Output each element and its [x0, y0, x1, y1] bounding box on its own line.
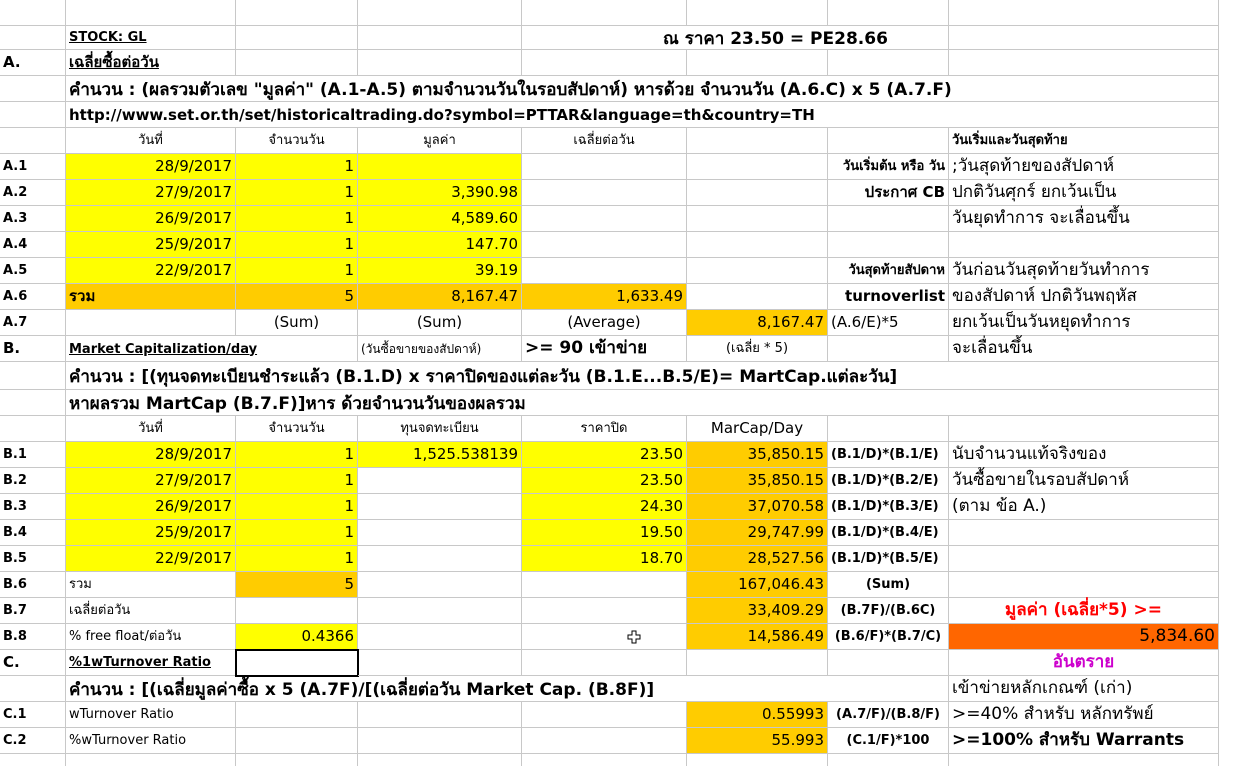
cell[interactable]: [687, 206, 828, 232]
cell[interactable]: [236, 728, 358, 754]
cell[interactable]: [949, 26, 1219, 50]
total-label[interactable]: รวม: [66, 284, 236, 310]
close-price-cell[interactable]: 24.30: [522, 494, 687, 520]
note-g[interactable]: [828, 232, 949, 258]
cell[interactable]: [236, 0, 358, 26]
cell[interactable]: [0, 416, 66, 442]
marcap-cell[interactable]: 28,527.56: [687, 546, 828, 572]
total-value[interactable]: 8,167.47: [358, 284, 522, 310]
value-cell[interactable]: 3,390.98: [358, 180, 522, 206]
cell[interactable]: [687, 180, 828, 206]
average-value[interactable]: 1,633.49: [522, 284, 687, 310]
cell[interactable]: [522, 598, 687, 624]
average-note[interactable]: (Average): [522, 310, 687, 336]
cell[interactable]: [522, 702, 687, 728]
date-cell[interactable]: 28/9/2017: [66, 154, 236, 180]
cell[interactable]: [828, 50, 949, 76]
value-cell[interactable]: 147.70: [358, 232, 522, 258]
cell[interactable]: [828, 0, 949, 26]
formula-note[interactable]: (Sum): [828, 572, 949, 598]
cell[interactable]: [236, 50, 358, 76]
row-id[interactable]: A.4: [0, 232, 66, 258]
date-cell[interactable]: 27/9/2017: [66, 180, 236, 206]
note-h[interactable]: ยกเว้นเป็นวันหยุดทำการ: [949, 310, 1219, 336]
cell[interactable]: [828, 650, 949, 676]
formula-note[interactable]: (C.1/F)*100: [828, 728, 949, 754]
cell[interactable]: [949, 416, 1219, 442]
cell[interactable]: [687, 128, 828, 154]
cell[interactable]: [949, 0, 1219, 26]
total-days[interactable]: 5: [236, 572, 358, 598]
note-g[interactable]: [828, 206, 949, 232]
note-h[interactable]: นับจำนวนแท้จริงของ: [949, 442, 1219, 468]
header-date[interactable]: วันที่: [66, 128, 236, 154]
cell[interactable]: [66, 0, 236, 26]
cell[interactable]: [236, 26, 358, 50]
section-b-heading: Market Capitalization/day: [69, 341, 258, 357]
days-cell[interactable]: 1: [236, 206, 358, 232]
date-cell[interactable]: 26/9/2017: [66, 494, 236, 520]
capital-cell[interactable]: 1,525.538139: [358, 442, 522, 468]
note-h[interactable]: ปกติวันศุกร์ ยกเว้นเป็น: [949, 180, 1219, 206]
note-g[interactable]: วันสุดท้ายสัปดาห: [828, 258, 949, 284]
historical-trading-url[interactable]: http://www.set.or.th/set/historicaltrading.do?symbol=PTTAR&language=th&country=TH: [69, 106, 815, 124]
formula-note[interactable]: (B.7F)/(B.6C): [828, 598, 949, 624]
cell[interactable]: [687, 284, 828, 310]
cell[interactable]: [236, 754, 358, 766]
cell[interactable]: [522, 0, 687, 26]
cell[interactable]: [522, 728, 687, 754]
cell[interactable]: [828, 336, 949, 362]
close-price-cell[interactable]: 18.70: [522, 546, 687, 572]
threshold-value[interactable]: 5,834.60: [949, 624, 1219, 650]
cell[interactable]: [522, 572, 687, 598]
capital-cell[interactable]: [358, 520, 522, 546]
free-float-value[interactable]: 0.4366: [236, 624, 358, 650]
cell[interactable]: [0, 390, 66, 416]
cell[interactable]: [828, 128, 949, 154]
row-id[interactable]: A.2: [0, 180, 66, 206]
capital-cell[interactable]: [358, 546, 522, 572]
section-c-formula: คำนวน : [(เฉลี่ยมูลค่าซื้อ x 5 (A.7F)/[(เฉลี่ยต่อวัน Market Cap. (B.8F)]: [69, 679, 655, 700]
date-cell[interactable]: 25/9/2017: [66, 520, 236, 546]
days-cell[interactable]: 1: [236, 258, 358, 284]
cell[interactable]: [687, 650, 828, 676]
cell[interactable]: [358, 728, 522, 754]
avg-cell[interactable]: [522, 180, 687, 206]
note-h[interactable]: ;วันสุดท้ายของสัปดาห์: [949, 154, 1219, 180]
avg-cell[interactable]: [522, 154, 687, 180]
value-cell[interactable]: 39.19: [358, 258, 522, 284]
header-days[interactable]: จำนวนวัน: [236, 128, 358, 154]
row-id[interactable]: B.1: [0, 442, 66, 468]
cell-cursor-icon: [627, 630, 641, 644]
cell[interactable]: [358, 624, 522, 650]
marcap-cell[interactable]: 29,747.99: [687, 520, 828, 546]
row-id[interactable]: B.3: [0, 494, 66, 520]
section-a-formula: คำนวน : (ผลรวมตัวเลข "มูลค่า" (A.1-A.5) ตามจำนวนวันในรอบสัปดาห์) หารด้วย จำนวนวัน (A.6.C) x 5 (A.7.F): [69, 79, 952, 100]
cell[interactable]: [0, 362, 66, 390]
row-id[interactable]: A.3: [0, 206, 66, 232]
cell[interactable]: [236, 702, 358, 728]
cell[interactable]: [828, 754, 949, 766]
date-cell[interactable]: 25/9/2017: [66, 232, 236, 258]
cell[interactable]: [66, 754, 236, 766]
marcap-cell[interactable]: 37,070.58: [687, 494, 828, 520]
note-h[interactable]: [949, 232, 1219, 258]
cell[interactable]: [687, 754, 828, 766]
avg-cell[interactable]: [522, 232, 687, 258]
row-id[interactable]: B.7: [0, 598, 66, 624]
cell[interactable]: [0, 676, 66, 702]
turnover-ratio-value[interactable]: 0.55993: [687, 702, 828, 728]
cell[interactable]: [236, 598, 358, 624]
total-label[interactable]: รวม: [66, 572, 236, 598]
row-id[interactable]: A.7: [0, 310, 66, 336]
section-b-formula-2: หาผลรวม MartCap (B.7.F)]หาร ด้วยจำนวนวันของผลรวม: [69, 393, 526, 414]
date-cell[interactable]: 22/9/2017: [66, 546, 236, 572]
note-g[interactable]: วันเริ่มต้น หรือ วัน: [828, 154, 949, 180]
row-id[interactable]: C.2: [0, 728, 66, 754]
note-h[interactable]: >=40% สำหรับ หลักทรัพย์: [949, 702, 1219, 728]
header-close-price[interactable]: ราคาปิด: [522, 416, 687, 442]
cell[interactable]: [687, 0, 828, 26]
note-h[interactable]: วันก่อนวันสุดท้ายวันทำการ: [949, 258, 1219, 284]
note-h[interactable]: วันซื้อขายในรอบสัปดาห์: [949, 468, 1219, 494]
turnover-label[interactable]: wTurnover Ratio: [66, 702, 236, 728]
section-c-heading[interactable]: %1wTurnover Ratio: [66, 650, 236, 676]
row-id[interactable]: B.5: [0, 546, 66, 572]
date-cell[interactable]: 26/9/2017: [66, 206, 236, 232]
note-h[interactable]: >=100% สำหรับ Warrants: [949, 728, 1219, 754]
cell[interactable]: [949, 572, 1219, 598]
cell[interactable]: [0, 754, 66, 766]
cell[interactable]: [358, 50, 522, 76]
cell[interactable]: [522, 624, 687, 650]
cell[interactable]: [828, 416, 949, 442]
marcap-cell[interactable]: 35,850.15: [687, 468, 828, 494]
days-cell[interactable]: 1: [236, 232, 358, 258]
days-cell[interactable]: 1: [236, 180, 358, 206]
header-date[interactable]: วันที่: [66, 416, 236, 442]
note-g[interactable]: ประกาศ CB: [828, 180, 949, 206]
danger-label[interactable]: อันตราย: [949, 650, 1219, 676]
sum-note[interactable]: (Sum): [358, 310, 522, 336]
cell[interactable]: [0, 76, 66, 102]
cell[interactable]: [358, 598, 522, 624]
marcap-total[interactable]: 167,046.43: [687, 572, 828, 598]
formula-note[interactable]: (B.1/D)*(B.5/E): [828, 546, 949, 572]
formula-note[interactable]: (B.1/D)*(B.3/E): [828, 494, 949, 520]
row-id[interactable]: B.2: [0, 468, 66, 494]
cell[interactable]: [522, 754, 687, 766]
header-marcap-day[interactable]: MarCap/Day: [687, 416, 828, 442]
section-a-heading[interactable]: เฉลี่ยซื้อต่อวัน: [66, 50, 236, 76]
threshold-note[interactable]: >= 90 เข้าข่าย: [522, 336, 687, 362]
cell[interactable]: [66, 310, 236, 336]
formula-note[interactable]: (B.1/D)*(B.2/E): [828, 468, 949, 494]
note-h[interactable]: วันยุดทำการ จะเลื่อนขึ้น: [949, 206, 1219, 232]
close-price-cell[interactable]: 19.50: [522, 520, 687, 546]
cell[interactable]: [358, 0, 522, 26]
turnoverlist-label[interactable]: turnoverlist: [828, 284, 949, 310]
section-c-letter[interactable]: C.: [0, 650, 66, 676]
cell[interactable]: [522, 650, 687, 676]
avg-cell[interactable]: [522, 206, 687, 232]
formula-note[interactable]: (B.1/D)*(B.4/E): [828, 520, 949, 546]
row-id[interactable]: B.4: [0, 520, 66, 546]
row-id[interactable]: A.1: [0, 154, 66, 180]
section-b-formula-1: คำนวน : [(ทุนจดทะเบียนชำระแล้ว (B.1.D) x ราคาปิดของแต่ละวัน (B.1.E...B.5/E)= MartCap.แต่ละวัน]: [69, 366, 898, 387]
cell[interactable]: [522, 50, 687, 76]
trading-days-note[interactable]: (วันซื้อขายของสัปดาห์): [358, 336, 522, 362]
cell[interactable]: [949, 50, 1219, 76]
note-h[interactable]: ของสัปดาห์ ปกติวันพฤหัส: [949, 284, 1219, 310]
avg-times-five-note[interactable]: (เฉลี่ย * 5): [687, 336, 828, 362]
days-cell[interactable]: 1: [236, 468, 358, 494]
total-days[interactable]: 5: [236, 284, 358, 310]
cell[interactable]: [0, 102, 66, 128]
formula-note[interactable]: (A.6/E)*5: [828, 310, 949, 336]
date-cell[interactable]: 22/9/2017: [66, 258, 236, 284]
capital-cell[interactable]: [358, 468, 522, 494]
date-cell[interactable]: 28/9/2017: [66, 442, 236, 468]
header-start-end-date[interactable]: วันเริ่มและวันสุดท้าย: [949, 128, 1219, 154]
marcap-average[interactable]: 33,409.29: [687, 598, 828, 624]
cell[interactable]: [358, 702, 522, 728]
avg-cell[interactable]: [522, 258, 687, 284]
cell[interactable]: [949, 754, 1219, 766]
capital-cell[interactable]: [358, 494, 522, 520]
cell[interactable]: [0, 128, 66, 154]
cell[interactable]: [358, 26, 522, 50]
cell[interactable]: [687, 232, 828, 258]
cell[interactable]: [358, 572, 522, 598]
avg-per-day-label[interactable]: เฉลี่ยต่อวัน: [66, 598, 236, 624]
days-cell[interactable]: 1: [236, 154, 358, 180]
cell[interactable]: [687, 154, 828, 180]
sum-note[interactable]: (Sum): [236, 310, 358, 336]
note-h[interactable]: จะเลื่อนขึ้น: [949, 336, 1219, 362]
selected-cell[interactable]: [236, 650, 358, 676]
free-float-marcap[interactable]: 14,586.49: [687, 624, 828, 650]
price-pe-title: ณ ราคา 23.50 = PE28.66: [663, 28, 888, 49]
cell[interactable]: [358, 650, 522, 676]
formula-note[interactable]: (A.7/F)/(B.8/F): [828, 702, 949, 728]
turnover-percent-value[interactable]: 55.993: [687, 728, 828, 754]
stock-name[interactable]: STOCK: GL: [66, 26, 236, 50]
cell[interactable]: [687, 50, 828, 76]
note-h[interactable]: (ตาม ข้อ A.): [949, 494, 1219, 520]
formula-note[interactable]: (B.6/F)*(B.7/C): [828, 624, 949, 650]
marcap-cell[interactable]: 35,850.15: [687, 442, 828, 468]
row-id[interactable]: C.1: [0, 702, 66, 728]
days-cell[interactable]: 1: [236, 546, 358, 572]
value-threshold-label[interactable]: มูลค่า (เฉลี่ย*5) >=: [949, 598, 1219, 624]
header-days[interactable]: จำนวนวัน: [236, 416, 358, 442]
header-value[interactable]: มูลค่า: [358, 128, 522, 154]
date-cell[interactable]: 27/9/2017: [66, 468, 236, 494]
note-h[interactable]: เข้าข่ายหลักเกณฑ์ (เก่า): [949, 676, 1219, 702]
cell[interactable]: [687, 258, 828, 284]
cell[interactable]: [0, 0, 66, 26]
header-capital[interactable]: ทุนจดทะเบียน: [358, 416, 522, 442]
days-cell[interactable]: 1: [236, 494, 358, 520]
free-float-label[interactable]: % free float/ต่อวัน: [66, 624, 236, 650]
row-id[interactable]: A.5: [0, 258, 66, 284]
days-cell[interactable]: 1: [236, 442, 358, 468]
section-b-letter[interactable]: B.: [0, 336, 66, 362]
days-cell[interactable]: 1: [236, 520, 358, 546]
value-cell[interactable]: 4,589.60: [358, 206, 522, 232]
section-a-letter[interactable]: A.: [0, 50, 66, 76]
value-cell[interactable]: [358, 154, 522, 180]
note-h[interactable]: [949, 546, 1219, 572]
row-id[interactable]: B.6: [0, 572, 66, 598]
close-price-cell[interactable]: 23.50: [522, 442, 687, 468]
weekly-value[interactable]: 8,167.47: [687, 310, 828, 336]
cell[interactable]: [358, 754, 522, 766]
close-price-cell[interactable]: 23.50: [522, 468, 687, 494]
formula-note[interactable]: (B.1/D)*(B.1/E): [828, 442, 949, 468]
note-h[interactable]: [949, 520, 1219, 546]
row-id[interactable]: B.8: [0, 624, 66, 650]
row-id[interactable]: A.6: [0, 284, 66, 310]
turnover-percent-label[interactable]: %wTurnover Ratio: [66, 728, 236, 754]
cell[interactable]: [0, 26, 66, 50]
header-average[interactable]: เฉลี่ยต่อวัน: [522, 128, 687, 154]
